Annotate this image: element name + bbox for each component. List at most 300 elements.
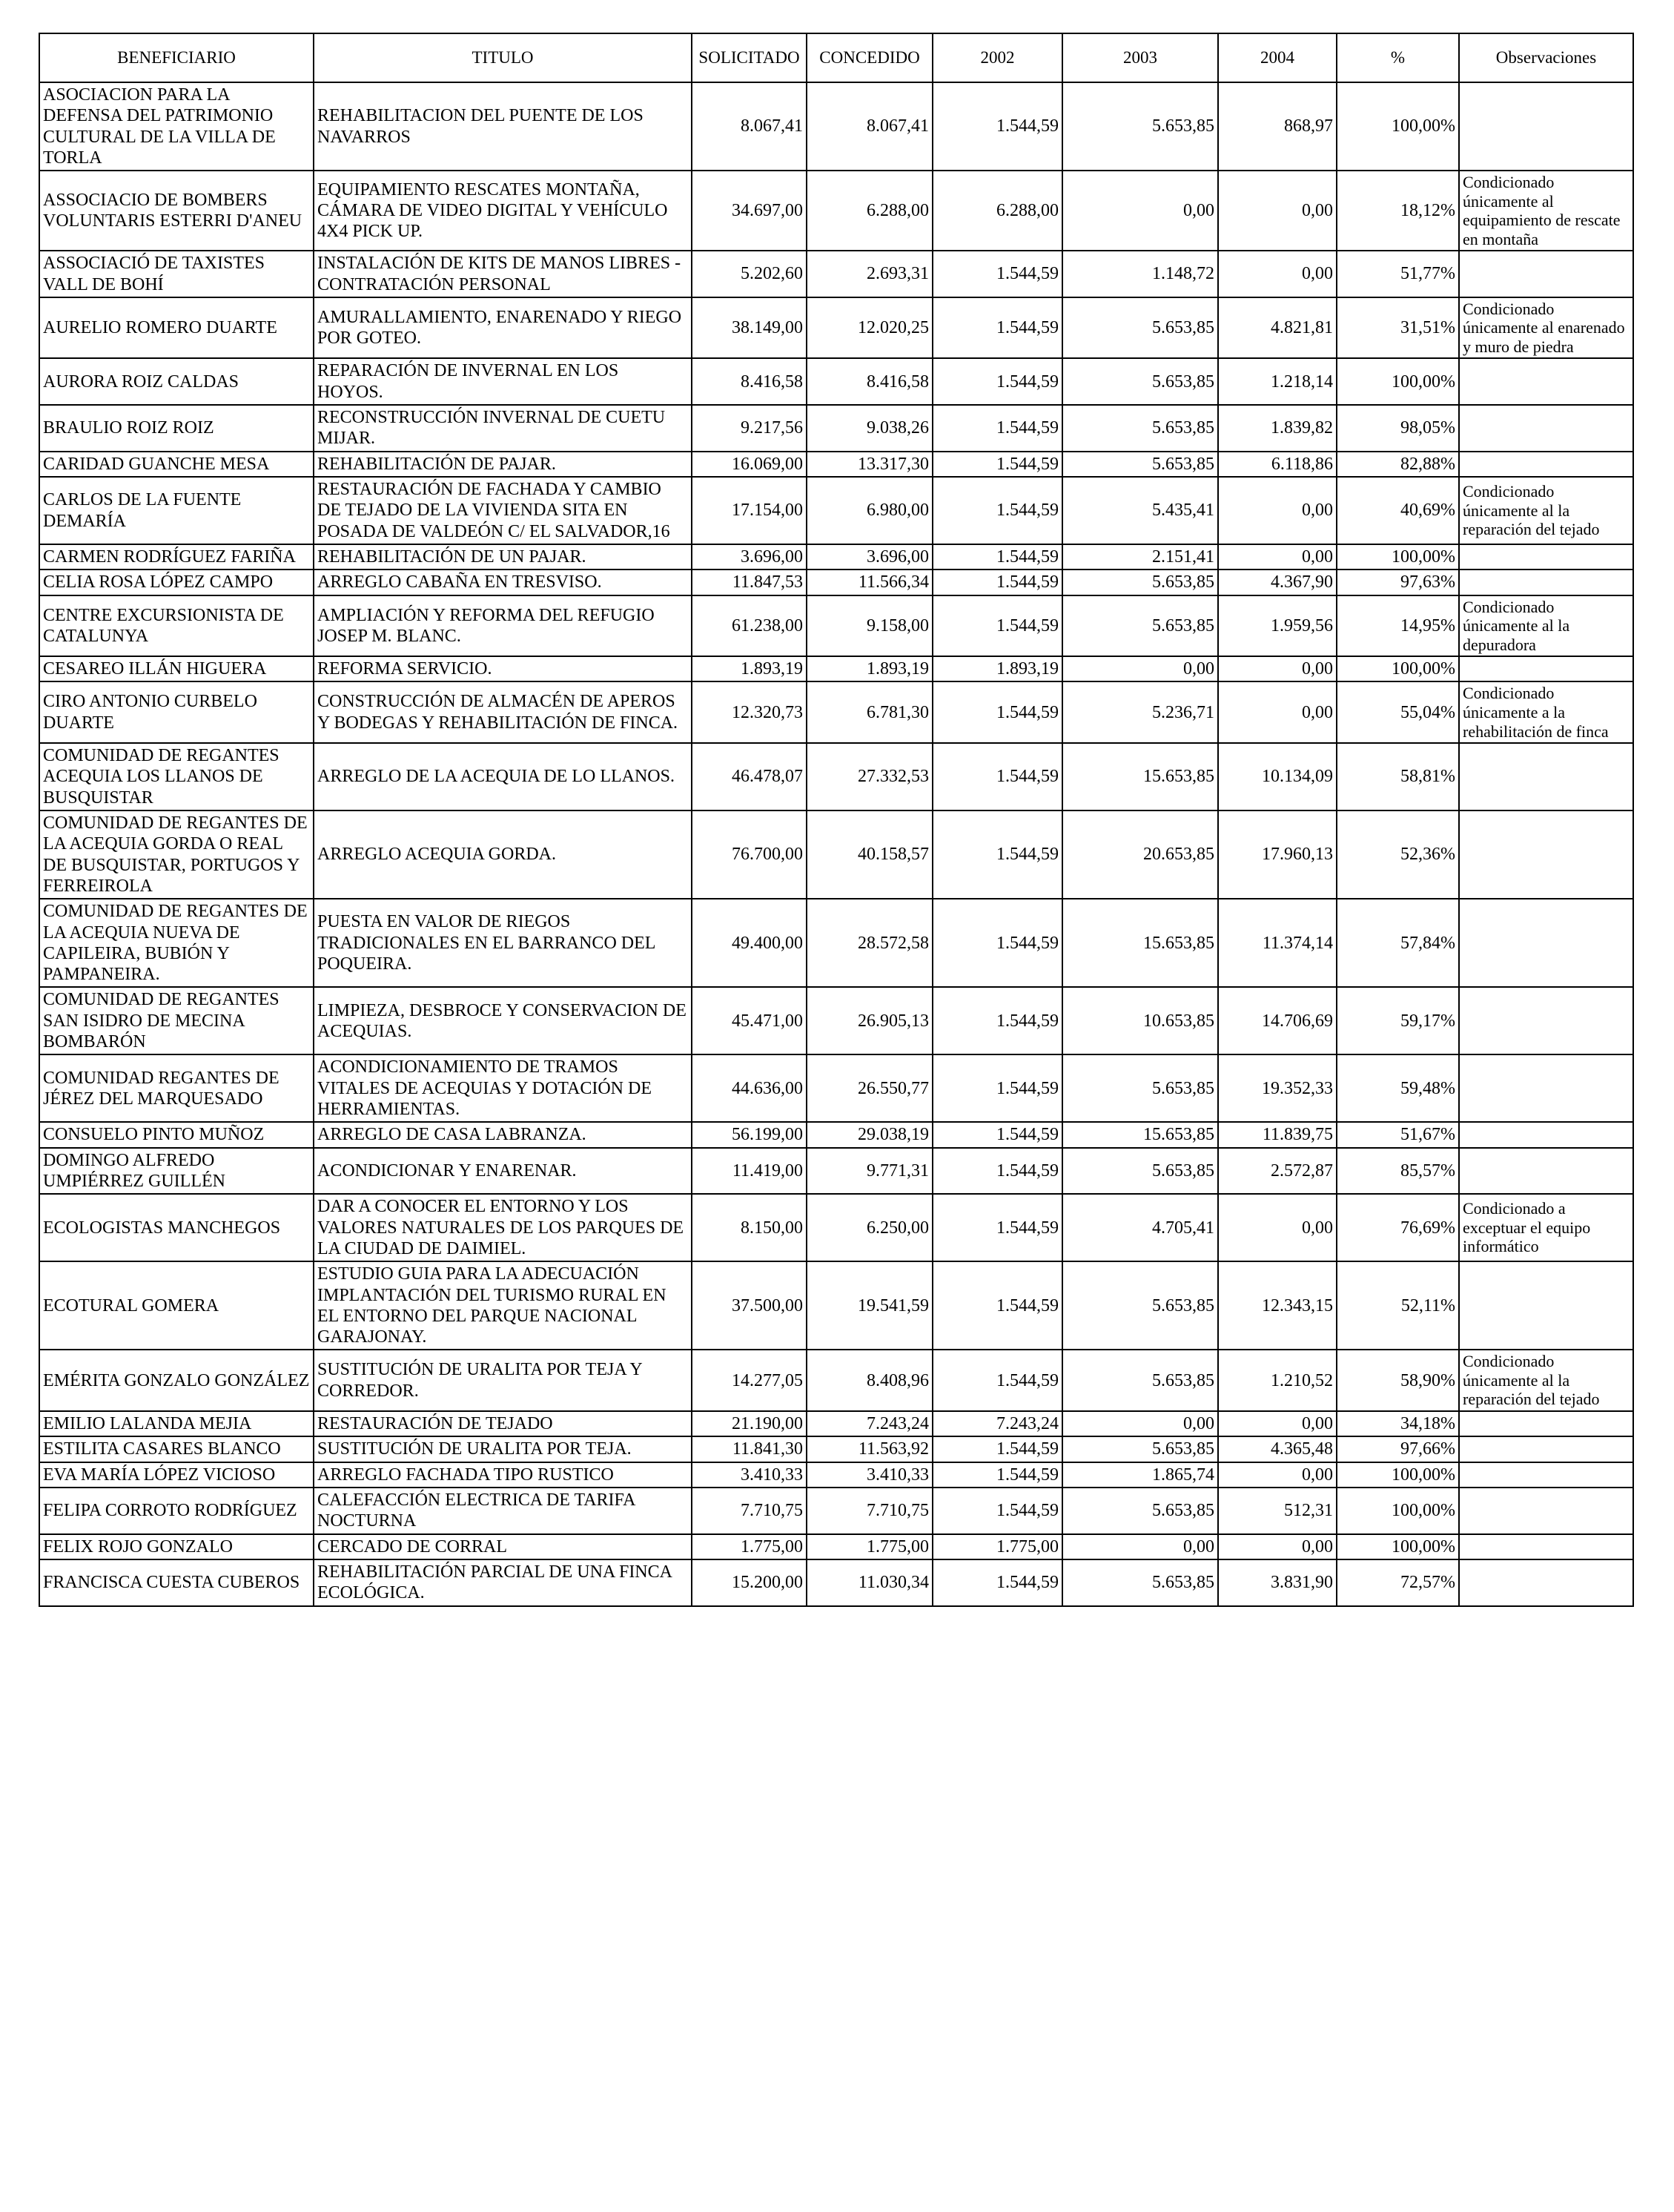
cell-2003: 15.653,85 — [1062, 743, 1218, 810]
cell-2003: 5.653,85 — [1062, 82, 1218, 171]
table-row — [39, 1350, 1633, 1411]
cell-concedido: 12.020,25 — [807, 297, 933, 359]
cell-concedido: 6.250,00 — [807, 1194, 933, 1261]
cell-beneficiario: ECOLOGISTAS MANCHEGOS — [39, 1194, 314, 1261]
cell-concedido: 29.038,19 — [807, 1122, 933, 1147]
cell-beneficiario: ASSOCIACIÓ DE TAXISTES VALL DE BOHÍ — [39, 251, 314, 297]
cell-2003: 5.653,85 — [1062, 1559, 1218, 1606]
cell-observaciones: Condicionado únicamente al equipamiento de rescate en montaña — [1459, 171, 1633, 251]
cell-solicitado: 46.478,07 — [692, 743, 807, 810]
cell-observaciones — [1459, 1411, 1633, 1436]
cell-2002: 1.544,59 — [933, 681, 1062, 743]
cell-2004: 0,00 — [1218, 656, 1337, 681]
cell-percent: 100,00% — [1337, 82, 1459, 171]
header-2003: 2003 — [1062, 33, 1218, 82]
header-2004: 2004 — [1218, 33, 1337, 82]
cell-solicitado: 12.320,73 — [692, 681, 807, 743]
cell-solicitado: 8.416,58 — [692, 358, 807, 405]
cell-concedido: 6.980,00 — [807, 477, 933, 544]
cell-solicitado: 17.154,00 — [692, 477, 807, 544]
cell-observaciones — [1459, 987, 1633, 1054]
cell-concedido: 1.775,00 — [807, 1534, 933, 1559]
cell-2003: 1.148,72 — [1062, 251, 1218, 297]
cell-2002: 1.544,59 — [933, 569, 1062, 595]
cell-observaciones — [1459, 656, 1633, 681]
cell-2003: 4.705,41 — [1062, 1194, 1218, 1261]
cell-2002: 1.544,59 — [933, 899, 1062, 987]
cell-titulo: ACONDICIONAMIENTO DE TRAMOS VITALES DE ACEQUIAS Y DOTACIÓN DE HERRAMIENTAS. — [314, 1054, 692, 1122]
header-solicitado: SOLICITADO — [692, 33, 807, 82]
cell-observaciones: Condicionado únicamente al la depuradora — [1459, 595, 1633, 657]
cell-2002: 1.544,59 — [933, 251, 1062, 297]
cell-2004: 6.118,86 — [1218, 452, 1337, 477]
cell-solicitado: 16.069,00 — [692, 452, 807, 477]
cell-titulo: ARREGLO CABAÑA EN TRESVISO. — [314, 569, 692, 595]
cell-2003: 5.653,85 — [1062, 1488, 1218, 1534]
cell-2004: 1.218,14 — [1218, 358, 1337, 405]
cell-observaciones — [1459, 1488, 1633, 1534]
cell-2002: 1.544,59 — [933, 297, 1062, 359]
header-2002: 2002 — [933, 33, 1062, 82]
cell-2002: 1.544,59 — [933, 1054, 1062, 1122]
table-row — [39, 297, 1633, 359]
cell-observaciones — [1459, 1436, 1633, 1462]
table-row — [39, 1462, 1633, 1488]
cell-2003: 1.865,74 — [1062, 1462, 1218, 1488]
cell-2003: 15.653,85 — [1062, 899, 1218, 987]
cell-solicitado: 9.217,56 — [692, 405, 807, 452]
cell-titulo: ARREGLO DE CASA LABRANZA. — [314, 1122, 692, 1147]
cell-solicitado: 49.400,00 — [692, 899, 807, 987]
cell-2002: 1.544,59 — [933, 358, 1062, 405]
cell-titulo: ARREGLO FACHADA TIPO RUSTICO — [314, 1462, 692, 1488]
cell-titulo: EQUIPAMIENTO RESCATES MONTAÑA, CÁMARA DE VIDEO DIGITAL Y VEHÍCULO 4X4 PICK UP. — [314, 171, 692, 251]
cell-2004: 19.352,33 — [1218, 1054, 1337, 1122]
cell-2002: 1.544,59 — [933, 1194, 1062, 1261]
cell-concedido: 1.893,19 — [807, 656, 933, 681]
cell-observaciones: Condicionado únicamente al enarenado y muro de piedra — [1459, 297, 1633, 359]
cell-beneficiario: FELIPA CORROTO RODRÍGUEZ — [39, 1488, 314, 1534]
cell-concedido: 40.158,57 — [807, 810, 933, 899]
cell-titulo: CONSTRUCCIÓN DE ALMACÉN DE APEROS Y BODEGAS Y REHABILITACIÓN DE FINCA. — [314, 681, 692, 743]
cell-titulo: ACONDICIONAR Y ENARENAR. — [314, 1148, 692, 1195]
cell-2004: 512,31 — [1218, 1488, 1337, 1534]
cell-beneficiario: CESAREO ILLÁN HIGUERA — [39, 656, 314, 681]
cell-2002: 1.544,59 — [933, 1261, 1062, 1350]
table-row — [39, 82, 1633, 171]
cell-2002: 1.544,59 — [933, 544, 1062, 569]
cell-2002: 1.544,59 — [933, 810, 1062, 899]
cell-observaciones — [1459, 1054, 1633, 1122]
cell-solicitado: 8.150,00 — [692, 1194, 807, 1261]
cell-2004: 0,00 — [1218, 681, 1337, 743]
cell-concedido: 9.038,26 — [807, 405, 933, 452]
cell-titulo: AMURALLAMIENTO, ENARENADO Y RIEGO POR GOTEO. — [314, 297, 692, 359]
table-row — [39, 1194, 1633, 1261]
cell-concedido: 8.416,58 — [807, 358, 933, 405]
cell-beneficiario: CELIA ROSA LÓPEZ CAMPO — [39, 569, 314, 595]
cell-2002: 1.544,59 — [933, 1436, 1062, 1462]
cell-2002: 1.544,59 — [933, 743, 1062, 810]
cell-percent: 72,57% — [1337, 1559, 1459, 1606]
cell-solicitado: 1.893,19 — [692, 656, 807, 681]
cell-observaciones — [1459, 1462, 1633, 1488]
cell-concedido: 28.572,58 — [807, 899, 933, 987]
table-row — [39, 681, 1633, 743]
cell-solicitado: 11.841,30 — [692, 1436, 807, 1462]
cell-beneficiario: CARMEN RODRÍGUEZ FARIÑA — [39, 544, 314, 569]
cell-beneficiario: CIRO ANTONIO CURBELO DUARTE — [39, 681, 314, 743]
cell-concedido: 19.541,59 — [807, 1261, 933, 1350]
cell-beneficiario: COMUNIDAD DE REGANTES SAN ISIDRO DE MECINA BOMBARÓN — [39, 987, 314, 1054]
table-row — [39, 1559, 1633, 1606]
table-row — [39, 810, 1633, 899]
cell-titulo: RESTAURACIÓN DE TEJADO — [314, 1411, 692, 1436]
cell-2004: 868,97 — [1218, 82, 1337, 171]
cell-concedido: 27.332,53 — [807, 743, 933, 810]
cell-titulo: REHABILITACIÓN PARCIAL DE UNA FINCA ECOLÓGICA. — [314, 1559, 692, 1606]
table-row — [39, 1488, 1633, 1534]
cell-titulo: ESTUDIO GUIA PARA LA ADECUACIÓN IMPLANTACIÓN DEL TURISMO RURAL EN EL ENTORNO DEL PARQUE NACIONAL GARAJONAY. — [314, 1261, 692, 1350]
cell-percent: 100,00% — [1337, 1534, 1459, 1559]
cell-titulo: REFORMA SERVICIO. — [314, 656, 692, 681]
cell-solicitado: 21.190,00 — [692, 1411, 807, 1436]
cell-percent: 85,57% — [1337, 1148, 1459, 1195]
cell-2003: 5.653,85 — [1062, 405, 1218, 452]
cell-2004: 3.831,90 — [1218, 1559, 1337, 1606]
cell-observaciones — [1459, 1534, 1633, 1559]
cell-observaciones — [1459, 82, 1633, 171]
cell-percent: 58,90% — [1337, 1350, 1459, 1411]
table-row — [39, 899, 1633, 987]
cell-2004: 11.839,75 — [1218, 1122, 1337, 1147]
cell-beneficiario: COMUNIDAD DE REGANTES ACEQUIA LOS LLANOS DE BUSQUISTAR — [39, 743, 314, 810]
cell-beneficiario: ESTILITA CASARES BLANCO — [39, 1436, 314, 1462]
cell-percent: 100,00% — [1337, 1488, 1459, 1534]
table-row — [39, 477, 1633, 544]
cell-beneficiario: CONSUELO PINTO MUÑOZ — [39, 1122, 314, 1147]
header-concedido: CONCEDIDO — [807, 33, 933, 82]
cell-percent: 57,84% — [1337, 899, 1459, 987]
cell-2003: 5.653,85 — [1062, 595, 1218, 657]
cell-solicitado: 38.149,00 — [692, 297, 807, 359]
table-row — [39, 544, 1633, 569]
cell-2002: 1.544,59 — [933, 1148, 1062, 1195]
cell-observaciones: Condicionado únicamente a la rehabilitación de finca — [1459, 681, 1633, 743]
cell-titulo: REHABILITACION DEL PUENTE DE LOS NAVARROS — [314, 82, 692, 171]
table-row — [39, 251, 1633, 297]
cell-beneficiario: CENTRE EXCURSIONISTA DE CATALUNYA — [39, 595, 314, 657]
cell-percent: 52,36% — [1337, 810, 1459, 899]
cell-2002: 1.544,59 — [933, 1462, 1062, 1488]
header-titulo: TITULO — [314, 33, 692, 82]
cell-2002: 1.893,19 — [933, 656, 1062, 681]
cell-2003: 5.653,85 — [1062, 297, 1218, 359]
cell-titulo: LIMPIEZA, DESBROCE Y CONSERVACION DE ACEQUIAS. — [314, 987, 692, 1054]
cell-percent: 100,00% — [1337, 358, 1459, 405]
cell-observaciones — [1459, 544, 1633, 569]
cell-titulo: ARREGLO ACEQUIA GORDA. — [314, 810, 692, 899]
cell-observaciones — [1459, 1122, 1633, 1147]
cell-2003: 20.653,85 — [1062, 810, 1218, 899]
cell-beneficiario: CARIDAD GUANCHE MESA — [39, 452, 314, 477]
cell-2002: 1.544,59 — [933, 1350, 1062, 1411]
cell-observaciones — [1459, 1148, 1633, 1195]
cell-2004: 0,00 — [1218, 544, 1337, 569]
cell-2003: 5.653,85 — [1062, 1054, 1218, 1122]
cell-2003: 2.151,41 — [1062, 544, 1218, 569]
cell-2003: 5.653,85 — [1062, 1148, 1218, 1195]
cell-2002: 1.544,59 — [933, 987, 1062, 1054]
cell-beneficiario: ASSOCIACIO DE BOMBERS VOLUNTARIS ESTERRI D'ANEU — [39, 171, 314, 251]
cell-solicitado: 15.200,00 — [692, 1559, 807, 1606]
cell-titulo: CERCADO DE CORRAL — [314, 1534, 692, 1559]
cell-beneficiario: COMUNIDAD DE REGANTES DE LA ACEQUIA GORDA O REAL DE BUSQUISTAR, PORTUGOS Y FERREIROLA — [39, 810, 314, 899]
cell-observaciones — [1459, 405, 1633, 452]
cell-concedido: 8.408,96 — [807, 1350, 933, 1411]
cell-beneficiario: CARLOS DE LA FUENTE DEMARÍA — [39, 477, 314, 544]
cell-beneficiario: FELIX ROJO GONZALO — [39, 1534, 314, 1559]
cell-2003: 5.435,41 — [1062, 477, 1218, 544]
cell-titulo: RESTAURACIÓN DE FACHADA Y CAMBIO DE TEJADO DE LA VIVIENDA SITA EN POSADA DE VALDEÓN C/ EL SALVADOR,16 — [314, 477, 692, 544]
cell-concedido: 26.905,13 — [807, 987, 933, 1054]
table-row — [39, 656, 1633, 681]
cell-observaciones — [1459, 810, 1633, 899]
cell-titulo: SUSTITUCIÓN DE URALITA POR TEJA. — [314, 1436, 692, 1462]
cell-2004: 10.134,09 — [1218, 743, 1337, 810]
table-row — [39, 358, 1633, 405]
cell-observaciones — [1459, 1559, 1633, 1606]
cell-solicitado: 45.471,00 — [692, 987, 807, 1054]
cell-solicitado: 76.700,00 — [692, 810, 807, 899]
cell-percent: 82,88% — [1337, 452, 1459, 477]
cell-percent: 31,51% — [1337, 297, 1459, 359]
cell-solicitado: 37.500,00 — [692, 1261, 807, 1350]
cell-observaciones — [1459, 358, 1633, 405]
cell-beneficiario: AURELIO ROMERO DUARTE — [39, 297, 314, 359]
cell-2002: 6.288,00 — [933, 171, 1062, 251]
cell-percent: 97,63% — [1337, 569, 1459, 595]
cell-beneficiario: COMUNIDAD REGANTES DE JÉREZ DEL MARQUESADO — [39, 1054, 314, 1122]
header-row — [39, 33, 1633, 82]
cell-observaciones: Condicionado a exceptuar el equipo informático — [1459, 1194, 1633, 1261]
cell-titulo: INSTALACIÓN DE KITS DE MANOS LIBRES - CONTRATACIÓN PERSONAL — [314, 251, 692, 297]
cell-concedido: 9.158,00 — [807, 595, 933, 657]
cell-2004: 4.821,81 — [1218, 297, 1337, 359]
cell-2003: 5.653,85 — [1062, 452, 1218, 477]
cell-2004: 17.960,13 — [1218, 810, 1337, 899]
cell-percent: 59,17% — [1337, 987, 1459, 1054]
cell-concedido: 3.410,33 — [807, 1462, 933, 1488]
cell-solicitado: 5.202,60 — [692, 251, 807, 297]
cell-2003: 5.653,85 — [1062, 358, 1218, 405]
cell-2002: 1.775,00 — [933, 1534, 1062, 1559]
cell-titulo: ARREGLO DE LA ACEQUIA DE LO LLANOS. — [314, 743, 692, 810]
cell-beneficiario: AURORA ROIZ CALDAS — [39, 358, 314, 405]
cell-2004: 1.210,52 — [1218, 1350, 1337, 1411]
cell-concedido: 9.771,31 — [807, 1148, 933, 1195]
table-row — [39, 452, 1633, 477]
cell-beneficiario: ECOTURAL GOMERA — [39, 1261, 314, 1350]
header-beneficiario: BENEFICIARIO — [39, 33, 314, 82]
table-row — [39, 1261, 1633, 1350]
cell-percent: 58,81% — [1337, 743, 1459, 810]
cell-2004: 1.959,56 — [1218, 595, 1337, 657]
cell-titulo: CALEFACCIÓN ELECTRICA DE TARIFA NOCTURNA — [314, 1488, 692, 1534]
cell-observaciones — [1459, 569, 1633, 595]
cell-solicitado: 1.775,00 — [692, 1534, 807, 1559]
cell-observaciones — [1459, 899, 1633, 987]
cell-percent: 18,12% — [1337, 171, 1459, 251]
cell-concedido: 13.317,30 — [807, 452, 933, 477]
cell-percent: 52,11% — [1337, 1261, 1459, 1350]
table-row — [39, 743, 1633, 810]
cell-beneficiario: BRAULIO ROIZ ROIZ — [39, 405, 314, 452]
cell-percent: 40,69% — [1337, 477, 1459, 544]
cell-percent: 100,00% — [1337, 656, 1459, 681]
cell-solicitado: 7.710,75 — [692, 1488, 807, 1534]
table-row — [39, 1436, 1633, 1462]
cell-2004: 0,00 — [1218, 1534, 1337, 1559]
cell-2003: 5.653,85 — [1062, 569, 1218, 595]
cell-2004: 0,00 — [1218, 1462, 1337, 1488]
cell-beneficiario: EVA MARÍA LÓPEZ VICIOSO — [39, 1462, 314, 1488]
cell-beneficiario: EMILIO LALANDA MEJIA — [39, 1411, 314, 1436]
cell-percent: 55,04% — [1337, 681, 1459, 743]
table-row — [39, 405, 1633, 452]
cell-percent: 34,18% — [1337, 1411, 1459, 1436]
cell-solicitado: 3.696,00 — [692, 544, 807, 569]
cell-2003: 0,00 — [1062, 171, 1218, 251]
table-row — [39, 1122, 1633, 1147]
cell-2004: 0,00 — [1218, 1194, 1337, 1261]
cell-2002: 1.544,59 — [933, 452, 1062, 477]
cell-concedido: 26.550,77 — [807, 1054, 933, 1122]
cell-solicitado: 14.277,05 — [692, 1350, 807, 1411]
table-row — [39, 1411, 1633, 1436]
cell-percent: 100,00% — [1337, 1462, 1459, 1488]
table-row — [39, 569, 1633, 595]
cell-solicitado: 11.419,00 — [692, 1148, 807, 1195]
cell-percent: 59,48% — [1337, 1054, 1459, 1122]
cell-titulo: REPARACIÓN DE INVERNAL EN LOS HOYOS. — [314, 358, 692, 405]
cell-solicitado: 34.697,00 — [692, 171, 807, 251]
cell-2002: 1.544,59 — [933, 1488, 1062, 1534]
cell-beneficiario: EMÉRITA GONZALO GONZÁLEZ — [39, 1350, 314, 1411]
cell-2002: 1.544,59 — [933, 1122, 1062, 1147]
cell-2003: 0,00 — [1062, 1411, 1218, 1436]
cell-percent: 51,77% — [1337, 251, 1459, 297]
cell-solicitado: 11.847,53 — [692, 569, 807, 595]
cell-concedido: 11.030,34 — [807, 1559, 933, 1606]
table-row — [39, 1148, 1633, 1195]
cell-solicitado: 61.238,00 — [692, 595, 807, 657]
cell-2002: 1.544,59 — [933, 405, 1062, 452]
cell-2002: 1.544,59 — [933, 1559, 1062, 1606]
cell-2004: 14.706,69 — [1218, 987, 1337, 1054]
table-row — [39, 987, 1633, 1054]
cell-concedido: 8.067,41 — [807, 82, 933, 171]
cell-percent: 100,00% — [1337, 544, 1459, 569]
cell-percent: 97,66% — [1337, 1436, 1459, 1462]
cell-percent: 76,69% — [1337, 1194, 1459, 1261]
cell-observaciones: Condicionado únicamente al la reparación del tejado — [1459, 1350, 1633, 1411]
cell-2004: 0,00 — [1218, 1411, 1337, 1436]
cell-2004: 2.572,87 — [1218, 1148, 1337, 1195]
cell-titulo: SUSTITUCIÓN DE URALITA POR TEJA Y CORREDOR. — [314, 1350, 692, 1411]
cell-solicitado: 44.636,00 — [692, 1054, 807, 1122]
cell-2004: 0,00 — [1218, 171, 1337, 251]
cell-2004: 0,00 — [1218, 251, 1337, 297]
cell-titulo: PUESTA EN VALOR DE RIEGOS TRADICIONALES EN EL BARRANCO DEL POQUEIRA. — [314, 899, 692, 987]
cell-percent: 14,95% — [1337, 595, 1459, 657]
cell-beneficiario: DOMINGO ALFREDO UMPIÉRREZ GUILLÉN — [39, 1148, 314, 1195]
cell-concedido: 11.566,34 — [807, 569, 933, 595]
cell-titulo: REHABILITACIÓN DE UN PAJAR. — [314, 544, 692, 569]
cell-concedido: 2.693,31 — [807, 251, 933, 297]
table-row — [39, 171, 1633, 251]
cell-titulo: AMPLIACIÓN Y REFORMA DEL REFUGIO JOSEP M. BLANC. — [314, 595, 692, 657]
cell-observaciones: Condicionado únicamente al la reparación del tejado — [1459, 477, 1633, 544]
cell-solicitado: 3.410,33 — [692, 1462, 807, 1488]
header-observaciones: Observaciones — [1459, 33, 1633, 82]
cell-2004: 12.343,15 — [1218, 1261, 1337, 1350]
cell-concedido: 3.696,00 — [807, 544, 933, 569]
cell-2002: 1.544,59 — [933, 477, 1062, 544]
cell-2004: 1.839,82 — [1218, 405, 1337, 452]
cell-observaciones — [1459, 251, 1633, 297]
cell-observaciones — [1459, 743, 1633, 810]
cell-beneficiario: COMUNIDAD DE REGANTES DE LA ACEQUIA NUEVA DE CAPILEIRA, BUBIÓN Y PAMPANEIRA. — [39, 899, 314, 987]
cell-2002: 1.544,59 — [933, 82, 1062, 171]
cell-2002: 1.544,59 — [933, 595, 1062, 657]
cell-concedido: 7.710,75 — [807, 1488, 933, 1534]
cell-2003: 0,00 — [1062, 1534, 1218, 1559]
cell-beneficiario: ASOCIACION PARA LA DEFENSA DEL PATRIMONIO CULTURAL DE LA VILLA DE TORLA — [39, 82, 314, 171]
cell-observaciones — [1459, 452, 1633, 477]
header-percent: % — [1337, 33, 1459, 82]
table-body — [39, 82, 1633, 1606]
cell-percent: 98,05% — [1337, 405, 1459, 452]
cell-2004: 4.365,48 — [1218, 1436, 1337, 1462]
cell-concedido: 11.563,92 — [807, 1436, 933, 1462]
cell-2003: 5.653,85 — [1062, 1436, 1218, 1462]
cell-2003: 5.653,85 — [1062, 1350, 1218, 1411]
cell-2004: 0,00 — [1218, 477, 1337, 544]
cell-2003: 10.653,85 — [1062, 987, 1218, 1054]
table-row — [39, 1534, 1633, 1559]
cell-concedido: 7.243,24 — [807, 1411, 933, 1436]
subsidy-table — [39, 33, 1634, 1607]
cell-titulo: RECONSTRUCCIÓN INVERNAL DE CUETU MIJAR. — [314, 405, 692, 452]
cell-titulo: REHABILITACIÓN DE PAJAR. — [314, 452, 692, 477]
cell-2002: 7.243,24 — [933, 1411, 1062, 1436]
cell-beneficiario: FRANCISCA CUESTA CUBEROS — [39, 1559, 314, 1606]
cell-concedido: 6.781,30 — [807, 681, 933, 743]
cell-percent: 51,67% — [1337, 1122, 1459, 1147]
cell-titulo: DAR A CONOCER EL ENTORNO Y LOS VALORES NATURALES DE LOS PARQUES DE LA CIUDAD DE DAIMIEL. — [314, 1194, 692, 1261]
cell-2003: 5.236,71 — [1062, 681, 1218, 743]
cell-2003: 0,00 — [1062, 656, 1218, 681]
cell-observaciones — [1459, 1261, 1633, 1350]
cell-solicitado: 56.199,00 — [692, 1122, 807, 1147]
table-row — [39, 595, 1633, 657]
cell-2004: 11.374,14 — [1218, 899, 1337, 987]
cell-2003: 5.653,85 — [1062, 1261, 1218, 1350]
table-row — [39, 1054, 1633, 1122]
cell-2003: 15.653,85 — [1062, 1122, 1218, 1147]
cell-solicitado: 8.067,41 — [692, 82, 807, 171]
